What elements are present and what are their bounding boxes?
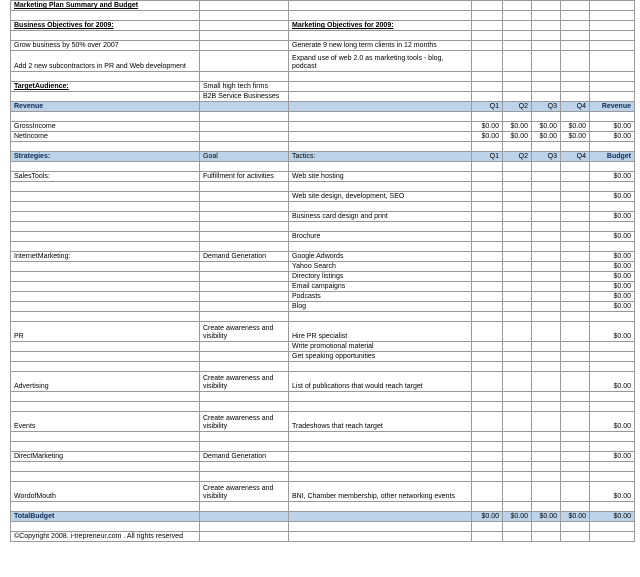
table-row (11, 172, 635, 182)
tactic[interactable]: Google Adwords (289, 252, 472, 262)
strategy-goal[interactable]: Demand Generation (200, 452, 289, 462)
cell-value[interactable]: $0.00 (472, 132, 503, 142)
budget-value[interactable]: $0.00 (590, 232, 635, 242)
revenue-header[interactable]: Revenue (11, 102, 200, 112)
business-objectives-heading[interactable]: Business Objectives for 2009: (11, 21, 200, 31)
target-value[interactable]: B2B Service Businesses (200, 92, 289, 102)
cell-value[interactable]: $0.00 (503, 122, 532, 132)
tactic[interactable]: Hire PR specialist (289, 322, 472, 342)
budget-value[interactable]: $0.00 (590, 192, 635, 202)
sheet-title[interactable]: Marketing Plan Summary and Budget (11, 1, 200, 11)
tactic[interactable]: Business card design and print (289, 212, 472, 222)
tactic[interactable]: Tradeshows that reach target (289, 412, 472, 432)
objectives-heading-row (11, 21, 635, 31)
total-label[interactable]: TotalBudget (11, 512, 200, 522)
table-row (11, 412, 635, 432)
tactic[interactable]: Web site hosting (289, 172, 472, 182)
budget-value[interactable]: $0.00 (590, 292, 635, 302)
tactic[interactable]: Web site design, development, SEO (289, 192, 472, 202)
objective-row (11, 51, 635, 72)
cell-value[interactable]: $0.00 (590, 122, 635, 132)
total-value[interactable]: $0.00 (532, 512, 561, 522)
title-row (11, 1, 635, 11)
tactic[interactable]: Podcasts (289, 292, 472, 302)
tactic[interactable]: Email campaigns (289, 282, 472, 292)
table-row (11, 482, 635, 502)
col-q1[interactable]: Q1 (472, 152, 503, 162)
marketing-objectives-heading[interactable]: Marketing Objectives for 2009: (289, 21, 472, 31)
budget-value[interactable]: $0.00 (590, 282, 635, 292)
budget-value[interactable]: $0.00 (590, 372, 635, 392)
table-row (11, 302, 635, 312)
business-objective[interactable]: Grow business by 50% over 2007 (11, 41, 200, 51)
budget-value[interactable]: $0.00 (590, 252, 635, 262)
cell-value[interactable]: $0.00 (561, 132, 590, 142)
total-value[interactable]: $0.00 (590, 512, 635, 522)
tactic[interactable]: Get speaking opportunities (289, 352, 472, 362)
gross-income-label[interactable]: GrossIncome (11, 122, 200, 132)
table-row (11, 212, 635, 222)
strategy-label[interactable]: WordofMouth (11, 482, 200, 502)
tactics-header[interactable]: Tactics: (289, 152, 472, 162)
total-value[interactable]: $0.00 (472, 512, 503, 522)
strategy-label[interactable]: InternetMarketing: (11, 252, 200, 262)
col-budget[interactable]: Budget (590, 152, 635, 162)
budget-value[interactable]: $0.00 (590, 302, 635, 312)
table-row (11, 372, 635, 392)
budget-value[interactable]: $0.00 (590, 212, 635, 222)
cell-value[interactable]: $0.00 (532, 132, 561, 142)
table-row (11, 292, 635, 302)
copyright-text: ©Copyright 2008. i-trepreneur.com . All rights reserved (11, 532, 200, 542)
col-q4[interactable]: Q4 (561, 152, 590, 162)
col-q3[interactable]: Q3 (532, 102, 561, 112)
marketing-plan-table (10, 0, 635, 542)
strategy-goal[interactable]: Create awareness and visibility (200, 482, 289, 502)
business-objective[interactable]: Add 2 new subcontractors in PR and Web development (11, 51, 200, 72)
table-row (11, 272, 635, 282)
col-q2[interactable]: Q2 (503, 152, 532, 162)
goal-header[interactable]: Goal (200, 152, 289, 162)
tactic[interactable]: Yahoo Search (289, 262, 472, 272)
tactic[interactable]: BNI, Chamber membership, other networking events (289, 482, 472, 502)
tactic[interactable]: List of publications that would reach target (289, 372, 472, 392)
budget-value[interactable]: $0.00 (590, 412, 635, 432)
target-row (11, 82, 635, 92)
copyright-row (11, 532, 635, 542)
strategy-goal[interactable]: Create awareness and visibility (200, 372, 289, 392)
target-label[interactable]: TargetAudience: (11, 82, 200, 92)
strategy-goal[interactable]: Fulfillment for activities (200, 172, 289, 182)
table-row (11, 132, 635, 142)
marketing-objective[interactable]: Generate 9 new long term clients in 12 months (289, 41, 472, 51)
strategies-header[interactable]: Strategies: (11, 152, 200, 162)
budget-value[interactable]: $0.00 (590, 272, 635, 282)
budget-value[interactable]: $0.00 (590, 172, 635, 182)
strategies-header-row (11, 152, 635, 162)
marketing-objective[interactable]: Expand use of web 2.0 as marketing tools - blog, podcast (289, 51, 472, 72)
budget-value[interactable]: $0.00 (590, 452, 635, 462)
table-row (11, 252, 635, 262)
strategy-goal[interactable]: Create awareness and visibility (200, 322, 289, 342)
table-row (11, 352, 635, 362)
tactic[interactable]: Brochure (289, 232, 472, 242)
col-q4[interactable]: Q4 (561, 102, 590, 112)
revenue-header-row (11, 102, 635, 112)
target-value[interactable]: Small high tech firms (200, 82, 289, 92)
budget-value[interactable]: $0.00 (590, 262, 635, 272)
total-row (11, 512, 635, 522)
tactic[interactable]: Blog (289, 302, 472, 312)
cell-value[interactable]: $0.00 (590, 132, 635, 142)
table-row (11, 342, 635, 352)
table-row (11, 232, 635, 242)
table-row (11, 122, 635, 132)
table-row (11, 262, 635, 272)
budget-value[interactable]: $0.00 (590, 482, 635, 502)
strategy-label[interactable]: Events (11, 412, 200, 432)
col-q1[interactable]: Q1 (472, 102, 503, 112)
table-row (11, 282, 635, 292)
objective-row (11, 41, 635, 51)
total-value[interactable]: $0.00 (503, 512, 532, 522)
total-value[interactable]: $0.00 (561, 512, 590, 522)
cell-value[interactable]: $0.00 (472, 122, 503, 132)
table-row (11, 452, 635, 462)
strategy-label[interactable]: SalesTools: (11, 172, 200, 182)
budget-value[interactable]: $0.00 (590, 322, 635, 342)
col-revenue[interactable]: Revenue (590, 102, 635, 112)
tactic[interactable]: Directory listings (289, 272, 472, 282)
cell-value[interactable]: $0.00 (532, 122, 561, 132)
strategy-label[interactable]: PR (11, 322, 200, 342)
net-income-label[interactable]: NetIncome (11, 132, 200, 142)
cell-value[interactable]: $0.00 (561, 122, 590, 132)
tactic[interactable]: Write promotional material (289, 342, 472, 352)
strategy-goal[interactable]: Demand Generation (200, 252, 289, 262)
col-q3[interactable]: Q3 (532, 152, 561, 162)
strategy-label[interactable]: DirectMarketing (11, 452, 200, 462)
table-row (11, 192, 635, 202)
strategy-label[interactable]: Advertising (11, 372, 200, 392)
strategy-goal[interactable]: Create awareness and visibility (200, 412, 289, 432)
table-row (11, 322, 635, 342)
col-q2[interactable]: Q2 (503, 102, 532, 112)
cell-value[interactable]: $0.00 (503, 132, 532, 142)
